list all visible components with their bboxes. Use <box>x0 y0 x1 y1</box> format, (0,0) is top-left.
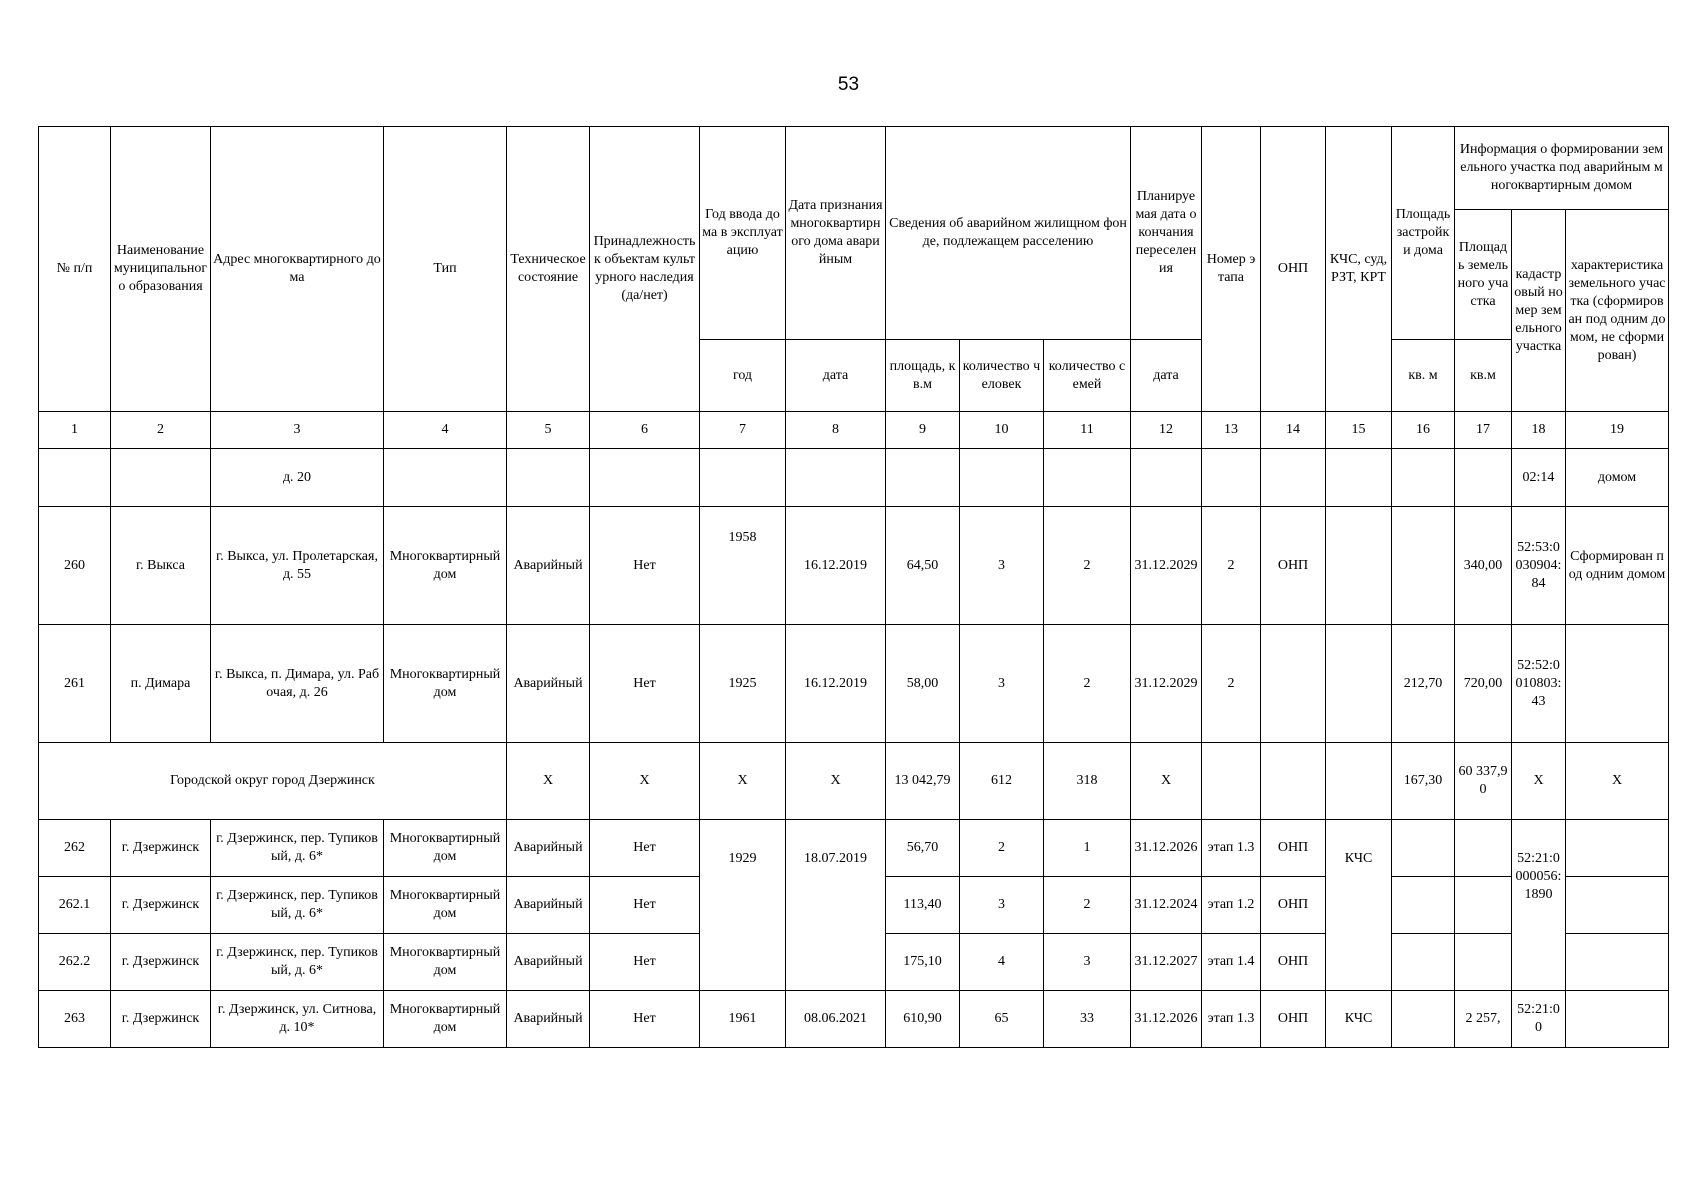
cell-build-area <box>1392 507 1455 625</box>
subtotal-x: Х <box>1131 743 1202 820</box>
col-number: 14 <box>1261 412 1326 449</box>
cell-onp: ОНП <box>1261 820 1326 877</box>
cell-end-date: 31.12.2026 <box>1131 820 1202 877</box>
cell-cadastral: 02:14 <box>1512 449 1566 507</box>
subheader-families: количество семей <box>1044 340 1131 412</box>
cell-kchs <box>1326 625 1392 743</box>
col-number: 10 <box>960 412 1044 449</box>
cell-characteristic: домом <box>1566 449 1669 507</box>
header-recognition-date: Дата признания многоквартирного дома аварийным <box>786 127 886 340</box>
header-cadastral: кадастровый номер земельного участка <box>1512 210 1566 412</box>
header-municipality: Наименование муниципального образования <box>111 127 211 412</box>
cell-onp <box>1261 625 1326 743</box>
col-number: 13 <box>1202 412 1261 449</box>
cell-stage: этап 1.4 <box>1202 934 1261 991</box>
header-year: Год ввода дома в эксплуатацию <box>700 127 786 340</box>
cell-date: 16.12.2019 <box>786 507 886 625</box>
cell-state: Аварийный <box>507 507 590 625</box>
cell-address: д. 20 <box>211 449 384 507</box>
cell-year: 1958 <box>700 507 786 625</box>
cell-state: Аварийный <box>507 934 590 991</box>
cell-characteristic: Сформирован под одним домом <box>1566 507 1669 625</box>
subtotal-families: 318 <box>1044 743 1131 820</box>
subtotal-build-area: 167,30 <box>1392 743 1455 820</box>
cell-area: 58,00 <box>886 625 960 743</box>
header-build-area: Площадь застройки дома <box>1392 127 1455 340</box>
cell-build-area <box>1392 991 1455 1048</box>
cell-people: 3 <box>960 507 1044 625</box>
cell-characteristic <box>1566 625 1669 743</box>
header-fund-info: Сведения об аварийном жилищном фонде, подлежащем расселению <box>886 127 1131 340</box>
cell-land-area: 720,00 <box>1455 625 1512 743</box>
cell-people: 2 <box>960 820 1044 877</box>
cell-families: 2 <box>1044 877 1131 934</box>
cell-stage: 2 <box>1202 625 1261 743</box>
cell-kchs: КЧС <box>1326 991 1392 1048</box>
table-row <box>39 820 1669 877</box>
cell-num: 262.2 <box>39 934 111 991</box>
header-land-area: Площадь земельного участка <box>1455 210 1512 340</box>
page-number: 53 <box>837 74 860 95</box>
cell-area: 610,90 <box>886 991 960 1048</box>
cell-stage: этап 1.3 <box>1202 820 1261 877</box>
subtotal-label: Городской округ город Дзержинск <box>39 743 507 820</box>
cell-municipality: г. Дзержинск <box>111 820 211 877</box>
col-number: 18 <box>1512 412 1566 449</box>
cell-address: г. Дзержинск, пер. Тупиковый, д. 6* <box>211 820 384 877</box>
cell-heritage: Нет <box>590 625 700 743</box>
header-num: № п/п <box>39 127 111 412</box>
cell-stage: этап 1.3 <box>1202 991 1261 1048</box>
col-number: 12 <box>1131 412 1202 449</box>
table-row <box>39 449 1669 507</box>
cell-address: г. Дзержинск, пер. Тупиковый, д. 6* <box>211 934 384 991</box>
header-kchs: КЧС, суд, РЗТ, КРТ <box>1326 127 1392 412</box>
header-heritage: Принадлежность к объектам культурного наследия (да/нет) <box>590 127 700 412</box>
col-number: 3 <box>211 412 384 449</box>
column-numbers-row <box>39 412 1669 449</box>
cell-area: 175,10 <box>886 934 960 991</box>
cell-area: 64,50 <box>886 507 960 625</box>
header-type: Тип <box>384 127 507 412</box>
subheader-land-area-unit: кв.м <box>1455 340 1512 412</box>
subheader-planned-date: дата <box>1131 340 1202 412</box>
cell-heritage: Нет <box>590 877 700 934</box>
header-land-info: Информация о формировании земельного участка под аварийным многоквартирным домом <box>1455 127 1669 210</box>
header-tech-state: Техническое состояние <box>507 127 590 412</box>
subtotal-people: 612 <box>960 743 1044 820</box>
cell-land-area: 340,00 <box>1455 507 1512 625</box>
cell-num: 262 <box>39 820 111 877</box>
cell-heritage: Нет <box>590 991 700 1048</box>
cell-type: Многоквартирный дом <box>384 934 507 991</box>
col-number: 19 <box>1566 412 1669 449</box>
subtotal-x: Х <box>1512 743 1566 820</box>
cell-address: г. Дзержинск, ул. Ситнова, д. 10* <box>211 991 384 1048</box>
cell-municipality: г. Дзержинск <box>111 877 211 934</box>
header-planned-date: Планируемая дата окончания переселения <box>1131 127 1202 340</box>
cell-people: 65 <box>960 991 1044 1048</box>
cell-state: Аварийный <box>507 877 590 934</box>
cell-families: 33 <box>1044 991 1131 1048</box>
cell-heritage: Нет <box>590 934 700 991</box>
cell-cadastral: 52:21:00 <box>1512 991 1566 1048</box>
subtotal-land-area: 60 337,90 <box>1455 743 1512 820</box>
cell-num: 260 <box>39 507 111 625</box>
subtotal-row <box>39 743 1669 820</box>
subheader-date: дата <box>786 340 886 412</box>
col-number: 17 <box>1455 412 1512 449</box>
cell-people: 3 <box>960 877 1044 934</box>
cell-type: Многоквартирный дом <box>384 991 507 1048</box>
subheader-people: количество человек <box>960 340 1044 412</box>
cell-end-date: 31.12.2029 <box>1131 507 1202 625</box>
col-number: 7 <box>700 412 786 449</box>
cell-kchs <box>1326 507 1392 625</box>
cell-cadastral: 52:21:0000056:1890 <box>1512 820 1566 991</box>
cell-state: Аварийный <box>507 625 590 743</box>
col-number: 9 <box>886 412 960 449</box>
cell-land-area: 2 257, <box>1455 991 1512 1048</box>
subtotal-x: Х <box>1566 743 1669 820</box>
cell-end-date: 31.12.2027 <box>1131 934 1202 991</box>
cell-date: 08.06.2021 <box>786 991 886 1048</box>
cell-year: 1961 <box>700 991 786 1048</box>
cell-build-area: 212,70 <box>1392 625 1455 743</box>
header-stage: Номер этапа <box>1202 127 1261 412</box>
subheader-build-area-unit: кв. м <box>1392 340 1455 412</box>
cell-year: 1925 <box>700 625 786 743</box>
col-number: 6 <box>590 412 700 449</box>
cell-onp: ОНП <box>1261 877 1326 934</box>
cell-state: Аварийный <box>507 991 590 1048</box>
cell-people: 3 <box>960 625 1044 743</box>
cell-characteristic <box>1566 991 1669 1048</box>
cell-date: 16.12.2019 <box>786 625 886 743</box>
cell-stage: этап 1.2 <box>1202 877 1261 934</box>
cell-onp: ОНП <box>1261 934 1326 991</box>
col-number: 1 <box>39 412 111 449</box>
cell-num: 263 <box>39 991 111 1048</box>
cell-num: 262.1 <box>39 877 111 934</box>
col-number: 11 <box>1044 412 1131 449</box>
cell-people: 4 <box>960 934 1044 991</box>
cell-address: г. Дзержинск, пер. Тупиковый, д. 6* <box>211 877 384 934</box>
cell-address: г. Выкса, ул. Пролетарская, д. 55 <box>211 507 384 625</box>
cell-families: 1 <box>1044 820 1131 877</box>
col-number: 16 <box>1392 412 1455 449</box>
cell-type: Многоквартирный дом <box>384 877 507 934</box>
cell-type: Многоквартирный дом <box>384 625 507 743</box>
subheader-area: площадь, кв.м <box>886 340 960 412</box>
col-number: 8 <box>786 412 886 449</box>
cell-onp: ОНП <box>1261 991 1326 1048</box>
cell-heritage: Нет <box>590 820 700 877</box>
cell-stage: 2 <box>1202 507 1261 625</box>
cell-end-date: 31.12.2024 <box>1131 877 1202 934</box>
cell-type: Многоквартирный дом <box>384 820 507 877</box>
cell-kchs: КЧС <box>1326 820 1392 991</box>
table-row <box>39 625 1669 743</box>
emergency-housing-table <box>38 126 1669 1048</box>
subtotal-x: Х <box>786 743 886 820</box>
col-number: 2 <box>111 412 211 449</box>
subheader-year: год <box>700 340 786 412</box>
cell-families: 3 <box>1044 934 1131 991</box>
subtotal-x: Х <box>507 743 590 820</box>
cell-families: 2 <box>1044 625 1131 743</box>
cell-municipality: п. Димара <box>111 625 211 743</box>
cell-municipality: г. Дзержинск <box>111 934 211 991</box>
subtotal-x: Х <box>590 743 700 820</box>
cell-year: 1929 <box>700 820 786 991</box>
cell-cadastral: 52:53:0030904:84 <box>1512 507 1566 625</box>
subtotal-x: Х <box>700 743 786 820</box>
table-row <box>39 507 1669 625</box>
cell-end-date: 31.12.2029 <box>1131 625 1202 743</box>
col-number: 5 <box>507 412 590 449</box>
table-row <box>39 991 1669 1048</box>
col-number: 4 <box>384 412 507 449</box>
cell-date: 18.07.2019 <box>786 820 886 991</box>
subtotal-area: 13 042,79 <box>886 743 960 820</box>
cell-municipality: г. Дзержинск <box>111 991 211 1048</box>
cell-address: г. Выкса, п. Димара, ул. Рабочая, д. 26 <box>211 625 384 743</box>
cell-area: 113,40 <box>886 877 960 934</box>
cell-heritage: Нет <box>590 507 700 625</box>
cell-area: 56,70 <box>886 820 960 877</box>
header-row <box>39 127 1669 210</box>
header-land-characteristic: характеристика земельного участка (сформирован под одним домом, не сформирован) <box>1566 210 1669 412</box>
cell-type: Многоквартирный дом <box>384 507 507 625</box>
cell-cadastral: 52:52:0010803:43 <box>1512 625 1566 743</box>
cell-families: 2 <box>1044 507 1131 625</box>
cell-state: Аварийный <box>507 820 590 877</box>
cell-num: 261 <box>39 625 111 743</box>
cell-onp: ОНП <box>1261 507 1326 625</box>
cell-municipality: г. Выкса <box>111 507 211 625</box>
header-onp: ОНП <box>1261 127 1326 412</box>
col-number: 15 <box>1326 412 1392 449</box>
header-address: Адрес многоквартирного дома <box>211 127 384 412</box>
cell-end-date: 31.12.2026 <box>1131 991 1202 1048</box>
